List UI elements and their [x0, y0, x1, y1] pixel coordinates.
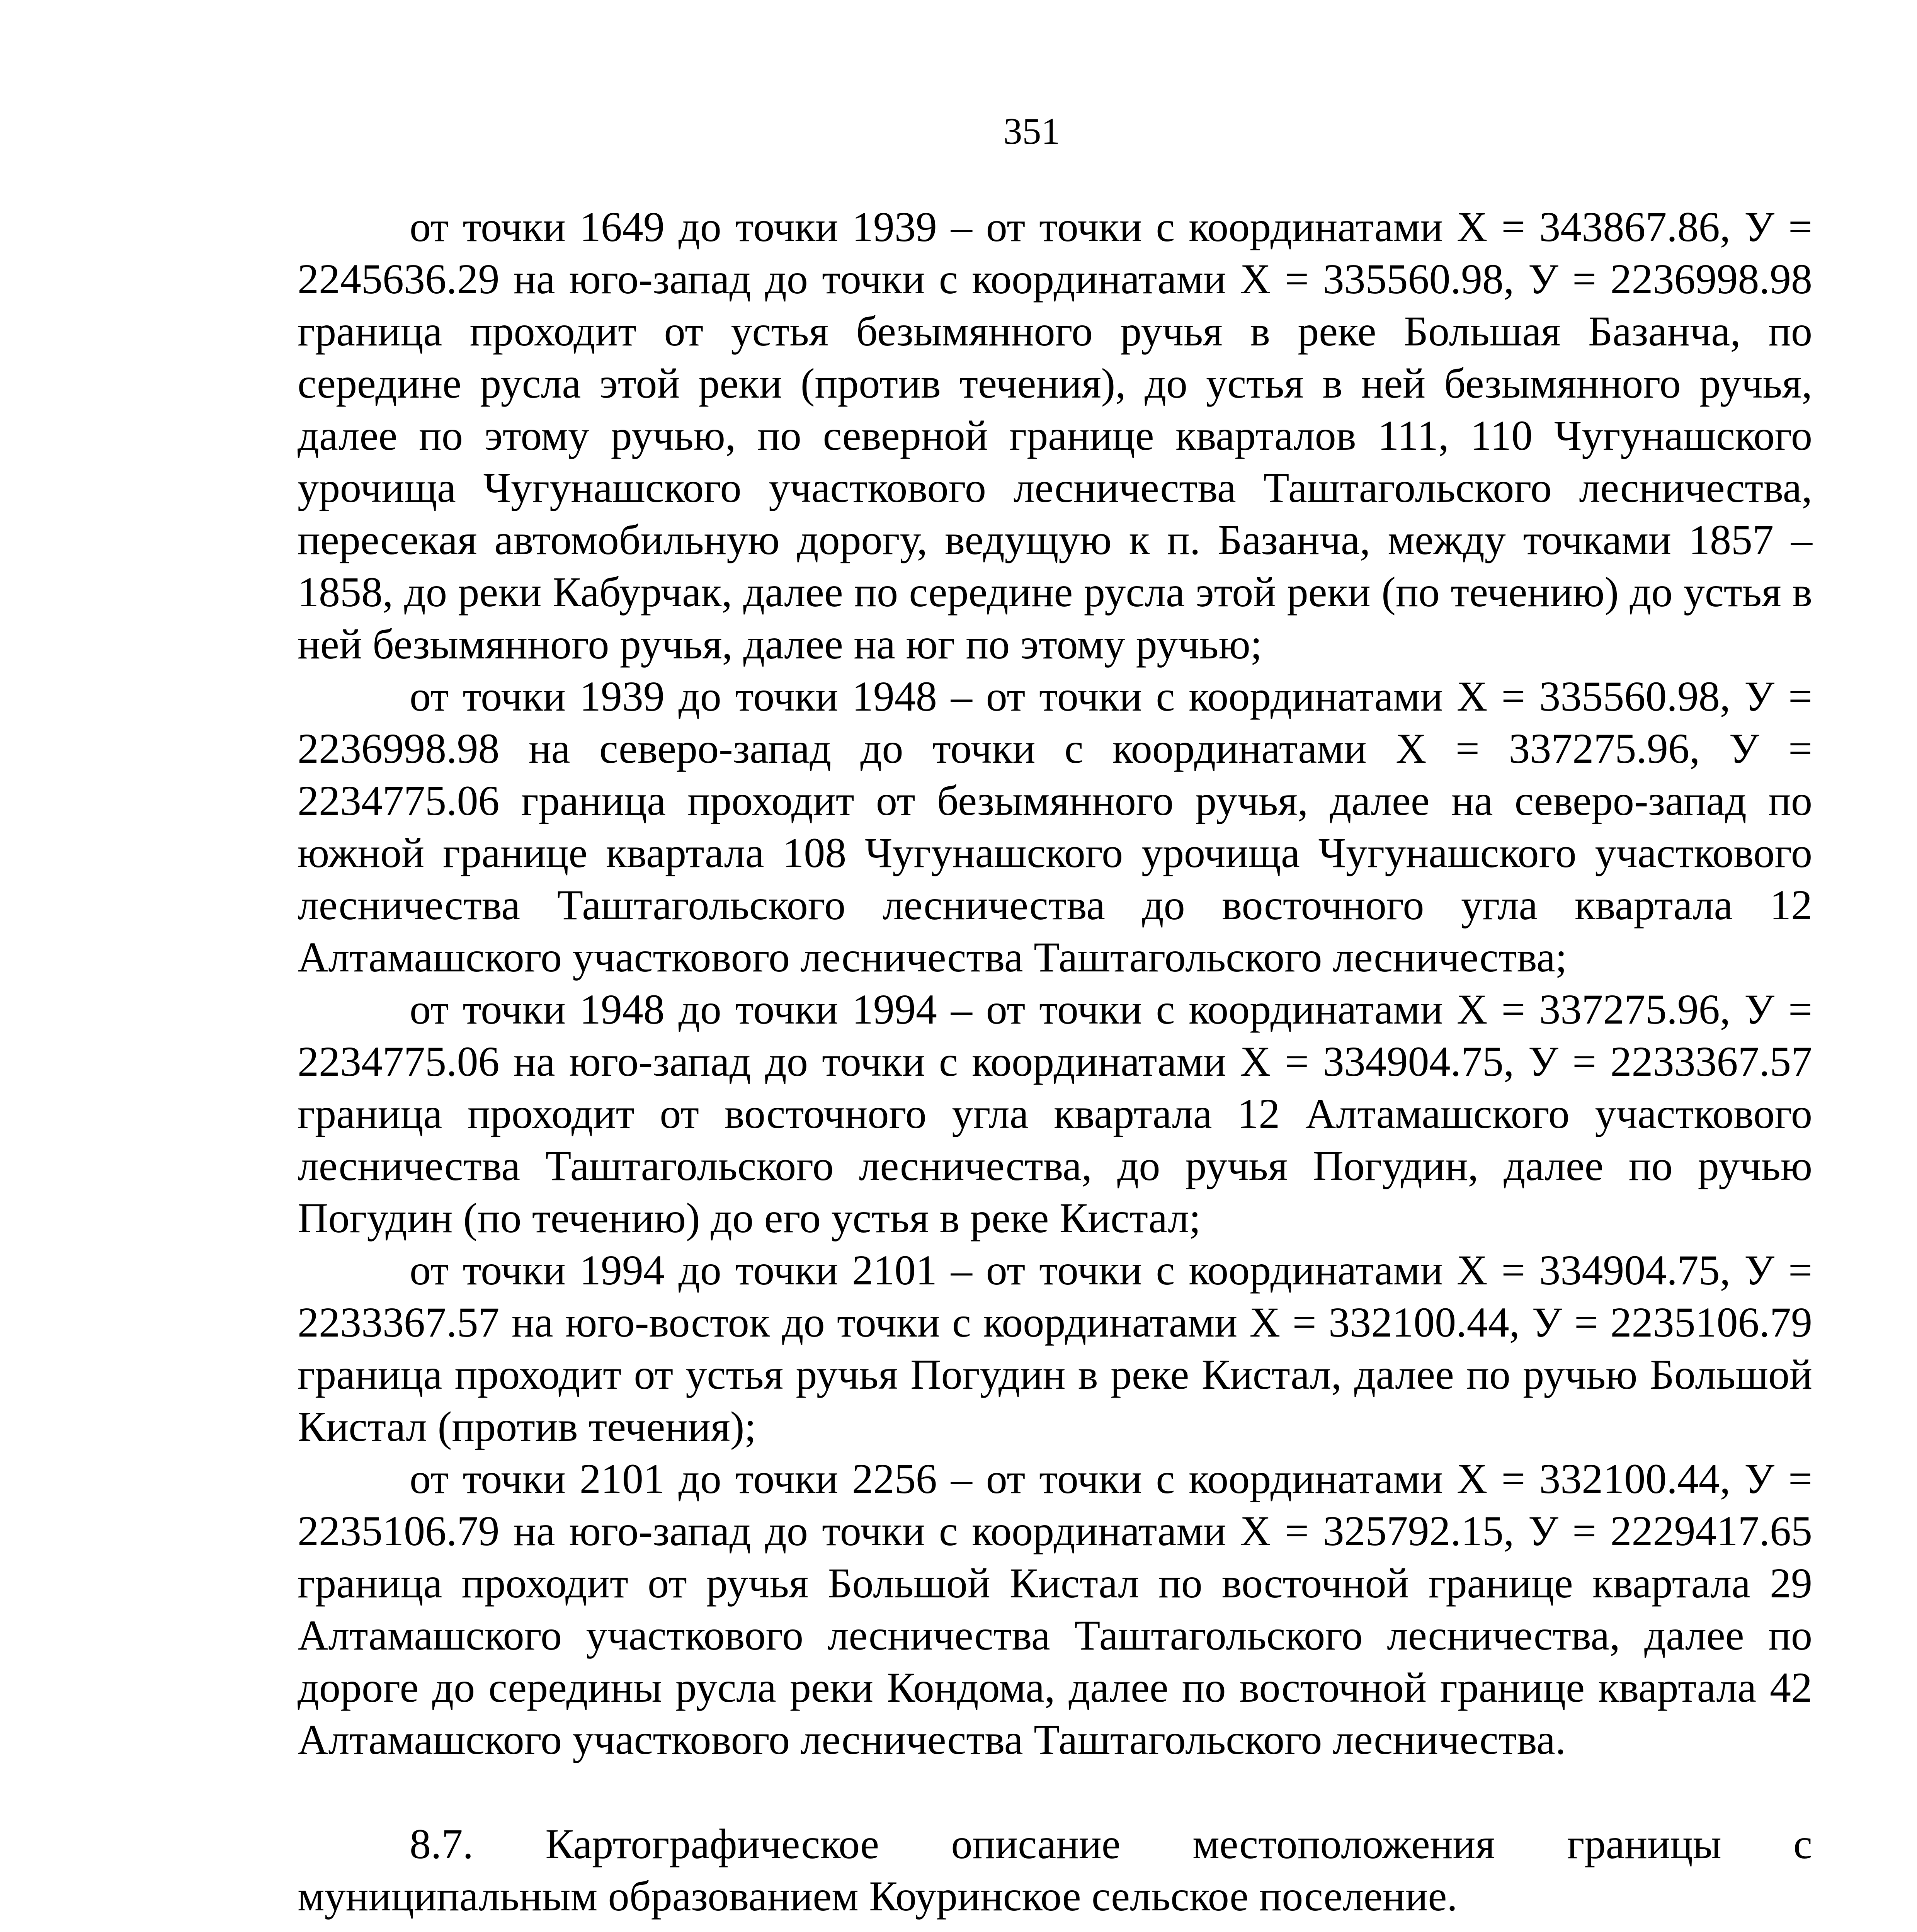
boundary-paragraph-1649-1939: от точки 1649 до точки 1939 – от точки с координатами Х = 343867.86, У = 2245636.29 на юго-запад до точки с координатами Х = 335560.98, У = 2236998.98 граница проходит от устья безымянного ручья в реке Большая Базанча, по середине русла этой реки (против течения), до устья в ней безымянного ручья, далее по этому ручью, по северной границе кварталов 111, 110 Чугунашского урочища Чугунашского участкового лесничества Таштагольского лесничества, пересекая автомобильную дорогу, ведущую к п. Базанча, между точками 1857 – 1858, до реки Кабурчак, далее по середине русла этой реки (по течению) до устья в ней безымянного ручья, далее на юг по этому ручью; — [298, 203, 1812, 668]
boundary-paragraph-1994-2101: от точки 1994 до точки 2101 – от точки с координатами Х = 334904.75, У = 2233367.57 на юго-восток до точки с координатами Х = 332100.44, У = 2235106.79 граница проходит от устья ручья Погудин в реке Кистал, далее по ручью Большой Кистал (против течения); — [298, 1247, 1812, 1450]
document-body — [298, 201, 1812, 1932]
boundary-paragraph-2101-2256: от точки 2101 до точки 2256 – от точки с координатами Х = 332100.44, У = 2235106.79 на юго-запад до точки с координатами Х = 325792.15, У = 2229417.65 граница проходит от ручья Большой Кистал по восточной границе квартала 29 Алтамашского участкового лесничества Таштагольского лесничества, далее по дороге до середины русла реки Кондома, далее по восточной границе квартала 42 Алтамашского участкового лесничества Таштагольского лесничества. — [298, 1455, 1812, 1763]
section-spacer-2 — [298, 1922, 1812, 1932]
boundary-paragraph-1939-1948: от точки 1939 до точки 1948 – от точки с координатами Х = 335560.98, У = 2236998.98 на северо-запад до точки с координатами Х = 337275.96, У = 2234775.06 граница проходит от безымянного ручья, далее на северо-запад по южной границе квартала 108 Чугунашского урочища Чугунашского участкового лесничества Таштагольского лесничества до восточного угла квартала 12 Алтамашского участкового лесничества Таштагольского лесничества; — [298, 673, 1812, 981]
page-number: 351 — [1003, 111, 1060, 152]
section-heading-8-7: 8.7. Картографическое описание местоположения границы с муниципальным образованием Коуринское сельское поселение. — [298, 1820, 1812, 1920]
section-spacer-1 — [298, 1766, 1812, 1818]
boundary-paragraph-1948-1994: от точки 1948 до точки 1994 – от точки с координатами Х = 337275.96, У = 2234775.06 на юго-запад до точки с координатами Х = 334904.75, У = 2233367.57 граница проходит от восточного угла квартала 12 Алтамашского участкового лесничества Таштагольского лесничества, до ручья Погудин, далее по ручью Погудин (по течению) до его устья в реке Кистал; — [298, 986, 1812, 1242]
